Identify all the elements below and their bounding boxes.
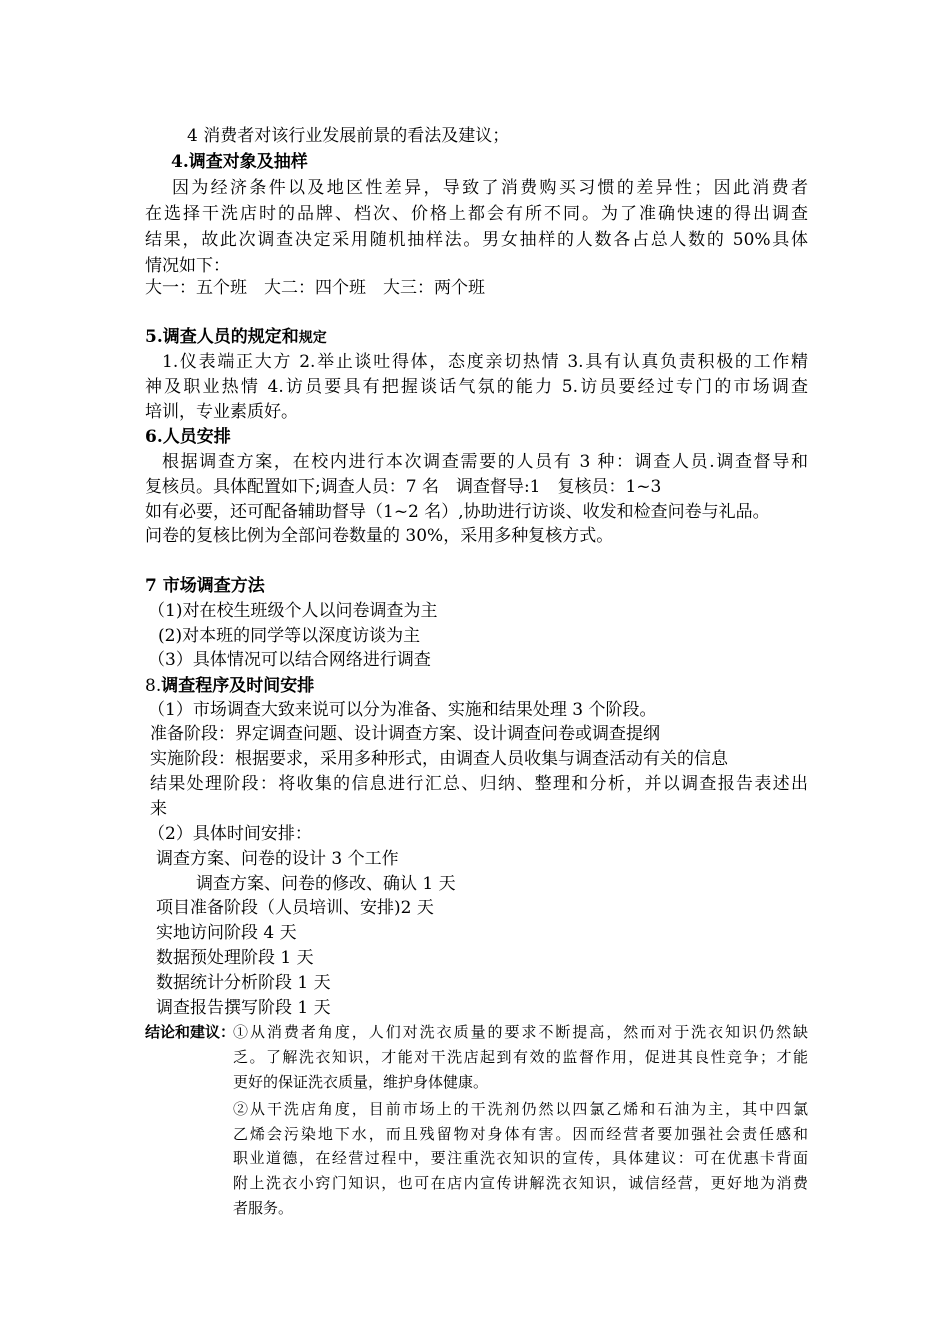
conclusion-line: ②从干洗店角度，目前市场上的干洗剂仍然以四氯乙烯和石油为主，其中四氯 bbox=[233, 1100, 808, 1118]
conclusion-line: 职业道德，在经营过程中，要注重洗衣知识的宣传，具体建议：可在优惠卡背面 bbox=[233, 1149, 808, 1167]
schedule-item: 数据预处理阶段 1 天 bbox=[156, 948, 314, 968]
section-5-heading: 5.调查人员的规定和规定 bbox=[145, 327, 327, 347]
schedule-item: 实地访问阶段 4 天 bbox=[156, 923, 297, 943]
paragraph-line: 情况如下： bbox=[145, 256, 230, 276]
conclusion-line: 更好的保证洗衣质量，维护身体健康。 bbox=[233, 1073, 489, 1091]
conclusion-line: ①从消费者角度，人们对洗衣质量的要求不断提高，然而对于洗衣知识仍然缺 bbox=[233, 1023, 808, 1041]
method-item: (2)对本班的同学等以深度访谈为主 bbox=[158, 626, 421, 646]
paragraph-line: 培训，专业素质好。 bbox=[145, 402, 298, 422]
conclusion-line: 者服务。 bbox=[233, 1199, 294, 1217]
paragraph-line: 问卷的复核比例为全部问卷数量的 30%，采用多种复核方式。 bbox=[145, 526, 614, 546]
section-8-heading: 8.调查程序及时间安排 bbox=[145, 676, 315, 696]
procedure-line: （1）市场调查大致来说可以分为准备、实施和结果处理 3 个阶段。 bbox=[148, 700, 657, 720]
paragraph-line: 根据调查方案，在校内进行本次调查需要的人员有 3 种：调查人员.调查督导和 bbox=[162, 452, 808, 472]
schedule-item: 调查方案、问卷的设计 3 个工作 bbox=[156, 849, 399, 869]
section-6-heading: 6.人员安排 bbox=[145, 427, 231, 447]
schedule-item: 数据统计分析阶段 1 天 bbox=[156, 973, 331, 993]
method-item: （1)对在校生班级个人以问卷调查为主 bbox=[148, 601, 438, 621]
paragraph-line: 复核员。具体配置如下;调查人员：7 名 调查督导:1 复核员：1~3 bbox=[145, 477, 662, 497]
procedure-line: 来 bbox=[150, 799, 167, 819]
schedule-item: 项目准备阶段（人员培训、安排)2 天 bbox=[156, 898, 434, 918]
method-item: （3）具体情况可以结合网络进行调查 bbox=[148, 650, 431, 670]
conclusion-line: 乙烯会污染地下水，而且残留物对身体有害。因而经营者要加强社会责任感和 bbox=[233, 1125, 808, 1143]
conclusion-label: 结论和建议： bbox=[145, 1023, 236, 1041]
conclusion-line: 附上洗衣小窍门知识，也可在店内宣传讲解洗衣知识，诚信经营，更好地为消费 bbox=[233, 1174, 808, 1192]
paragraph-line: 结果，故此次调查决定采用随机抽样法。男女抽样的人数各占总人数的 50%具体 bbox=[145, 230, 808, 250]
paragraph-line: 在选择干洗店时的品牌、档次、价格上都会有所不同。为了准确快速的得出调查 bbox=[145, 204, 808, 224]
procedure-line: 结果处理阶段：将收集的信息进行汇总、归纳、整理和分析，并以调查报告表述出 bbox=[150, 774, 808, 794]
procedure-line: 实施阶段：根据要求，采用多种形式，由调查人员收集与调查活动有关的信息 bbox=[150, 749, 728, 769]
schedule-item: 调查报告撰写阶段 1 天 bbox=[156, 998, 331, 1018]
survey-item-4: 4 消费者对该行业发展前景的看法及建议； bbox=[187, 126, 510, 146]
paragraph-line: 如有必要，还可配备辅助督导（1~2 名）,协助进行访谈、收发和检查问卷与礼品。 bbox=[145, 502, 770, 522]
paragraph-line: 神及职业热情 4.访员要具有把握谈话气氛的能力 5.访员要经过专门的市场调查 bbox=[145, 377, 808, 397]
procedure-line: 准备阶段：界定调查问题、设计调查方案、设计调查问卷或调查提纲 bbox=[150, 724, 660, 744]
section-7-heading: 7 市场调查方法 bbox=[145, 576, 265, 596]
paragraph-line: 因为经济条件以及地区性差异，导致了消费购买习惯的差异性；因此消费者 bbox=[172, 178, 808, 198]
section-4-heading: 4.调查对象及抽样 bbox=[171, 152, 308, 172]
schedule-item: 调查方案、问卷的修改、确认 1 天 bbox=[196, 874, 456, 894]
sampling-classes: 大一：五个班 大二：四个班 大三：两个班 bbox=[145, 278, 485, 298]
paragraph-line: 1.仪表端正大方 2.举止谈吐得体，态度亲切热情 3.具有认真负责积极的工作精 bbox=[162, 352, 808, 372]
schedule-heading: （2）具体时间安排： bbox=[148, 824, 312, 844]
conclusion-line: 乏。了解洗衣知识，才能对干洗店起到有效的监督作用，促进其良性竞争；才能 bbox=[233, 1048, 808, 1066]
